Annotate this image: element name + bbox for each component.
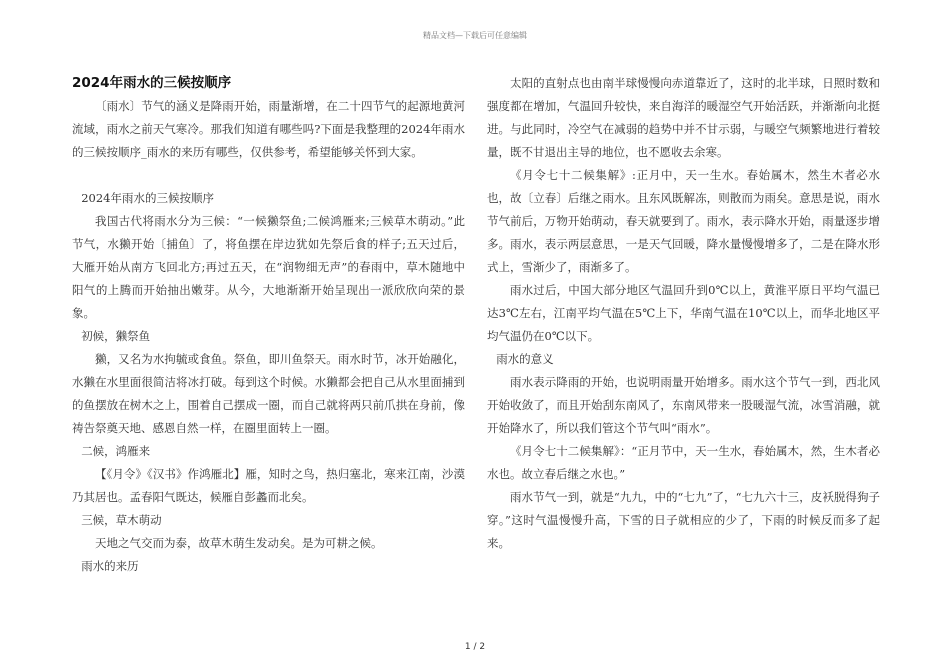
paragraph-second-phase: 【《月令》《汉书》作鸿雁北】雁，知时之鸟，热归塞北，寒来江南，沙漠乃其居也。孟春阳气既达，候雁自彭蠡而北矣。 <box>72 467 465 504</box>
left-column <box>72 72 465 578</box>
paragraph-temperature: 雨水过后，中国大部分地区气温回升到0℃以上，黄淮平原日平均气温已达3℃左右，江南平均气温在5℃上下，华南气温在10℃以上，而华北地区平均气温仍在0℃以下。 <box>487 283 880 343</box>
heading-origin: 雨水的来历 <box>81 559 139 573</box>
page-number: 1 / 2 <box>464 642 486 652</box>
spacer <box>72 164 465 187</box>
paragraph-first-phase: 獭，又名为水拘毓或食鱼。祭鱼，即川鱼祭天。雨水时节，冰开始融化，水獭在水里面很简洁将冰打破。每到这个时候。水獭都会把自己从水里面捕到的鱼摆放在树木之上，围着自己摆成一圈，而自己就将两只前爪拱在身前，像祷告祭奠天地、感恩自然一样，在圈里面转上一圈。 <box>72 352 465 435</box>
paragraph-three-phases: 我国古代将雨水分为三候：“一候獭祭鱼;二候鸿雁来;三候草木萌动。”此节气，水獭开始〔捕鱼〕了，将鱼摆在岸边犹如先祭后食的样子;五天过后，大雁开始从南方飞回北方;再过五天，在“润物细无声”的春雨中，草木随地中阳气的上腾而开始抽出嫩芽。从今，大地渐渐开始呈现出一派欣欣向荣的景象。 <box>72 214 465 320</box>
heading-meaning: 雨水的意义 <box>496 352 554 366</box>
page-header: 精品文档—下载后可任意编辑 <box>423 31 527 40</box>
paragraph-yueling-1: 《月令七十二候集解》:正月中，天一生水。春始属木，然生木者必水也，故〔立春〕后继之雨水。且东风既解冻，则散而为雨矣。意思是说，雨水节气前后，万物开始萌动，春天就要到了。雨水，表示降水开始，雨量逐步增多。雨水，表示两层意思，一是天气回暖，降水量慢慢增多了，二是在降水形式上，雪渐少了，雨渐多了。 <box>487 168 880 274</box>
paragraph-meaning: 雨水表示降雨的开始，也说明雨量开始增多。雨水这个节气一到，西北风开始收敛了，而且开始刮东南风了，东南风带来一股暖湿气流，冰雪消融，就开始降水了，所以我们管这个节气叫“雨水”。 <box>487 375 880 435</box>
heading-second-phase: 二候，鸿雁来 <box>81 444 151 458</box>
paragraph-yueling-2: 《月令七十二候集解》：“正月节中，天一生水，春始属木，然，生木者必水也。故立春后继之水也。” <box>487 444 880 481</box>
heading-third-phase: 三候，草木萌动 <box>81 513 162 527</box>
document-title: 2024年雨水的三候按顺序 <box>72 75 232 91</box>
paragraph-third-phase: 天地之气交而为泰，故草木萌生发动矣。是为可耕之候。 <box>95 536 383 550</box>
right-column <box>487 72 880 555</box>
heading-first-phase: 初候，獭祭鱼 <box>81 329 151 343</box>
intro-paragraph: 〔雨水〕节气的涵义是降雨开始，雨量渐增，在二十四节气的起源地黄河流域，雨水之前天气寒冷。那我们知道有哪些吗?下面是我整理的2024年雨水的三候按顺序_雨水的来历有哪些，仅供参考，希望能够关怀到大家。 <box>72 99 465 159</box>
section-heading-order: 2024年雨水的三候按顺序 <box>81 191 214 205</box>
paragraph-nine-nine: 雨水节气一到，就是“九九，中的“七九”了，“七九六十三，皮袄脱得狗子穿。”这时气温慢慢升高，下雪的日子就相应的少了，下雨的时候反而多了起来。 <box>487 490 880 550</box>
paragraph-sun: 太阳的直射点也由南半球慢慢向赤道靠近了，这时的北半球，日照时数和强度都在增加，气温回升较快，来自海洋的暖湿空气开始活跃，并渐渐向北挺进。与此同时，冷空气在减弱的趋势中并不甘示弱，与暖空气频繁地进行着较量，既不甘退出主导的地位，也不愿收去余寒。 <box>487 76 880 159</box>
